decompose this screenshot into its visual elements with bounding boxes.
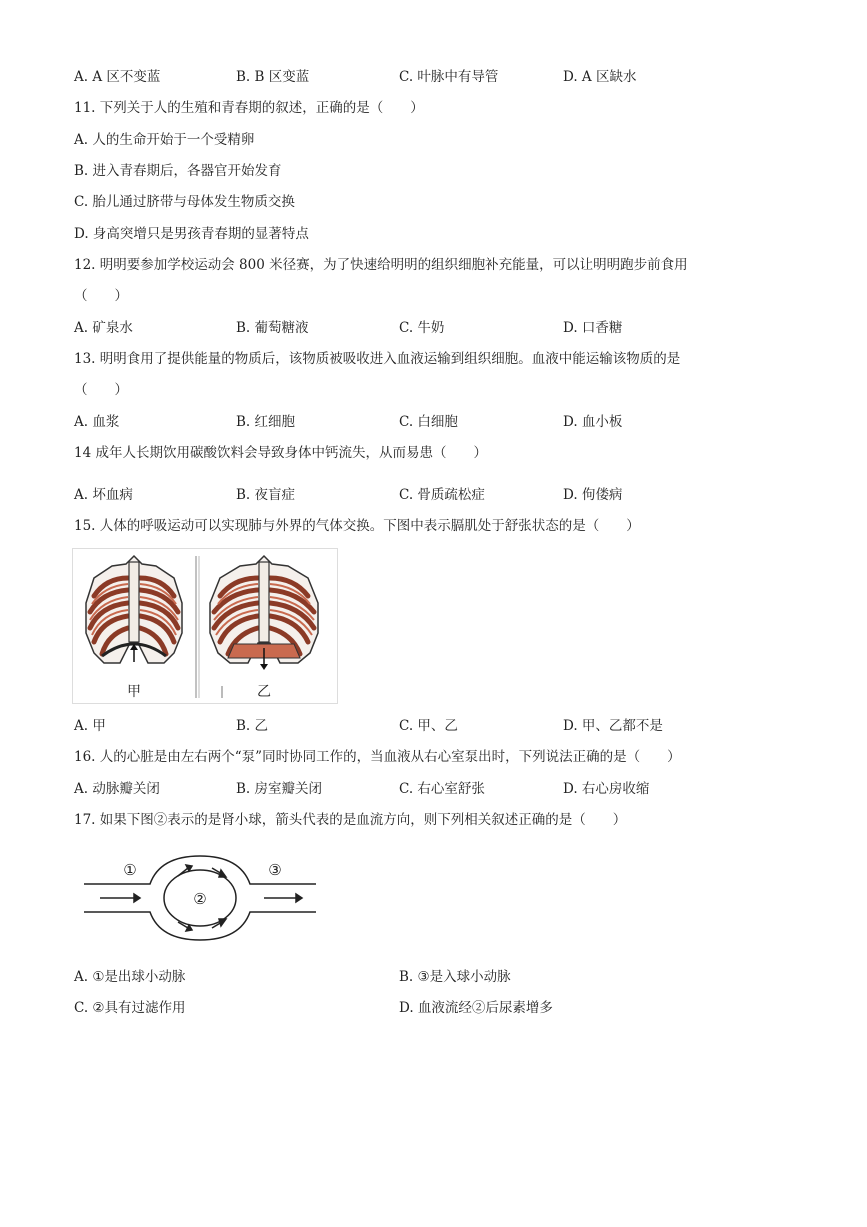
q11-option-c: C. 胎儿通过脐带与母体发生物质交换 [74, 194, 295, 210]
figure-label-3: ③ [268, 861, 282, 879]
q13-option-d: D. 血小板 [563, 414, 623, 430]
q13-stem: 13. 明明食用了提供能量的物质后，该物质被吸收进入血液运输到组织细胞。血液中能运输该物质的是 [74, 351, 681, 367]
q15-stem: 15. 人体的呼吸运动可以实现肺与外界的气体交换。下图中表示膈肌处于舒张状态的是（ ） [74, 518, 640, 534]
q17-stem: 17. 如果下图②表示的是肾小球，箭头代表的是血流方向，则下列相关叙述正确的是（ ） [74, 812, 627, 828]
q14-stem: 14 成年人长期饮用碳酸饮料会导致身体中钙流失，从而易患（ ） [74, 445, 487, 461]
q12-stem: 12. 明明要参加学校运动会 800 米径赛，为了快速给明明的组织细胞补充能量，可以让明明跑步前食用 [74, 257, 688, 273]
figure-label-jia: 甲 [127, 684, 141, 700]
q10-option-a: A. A 区不变蓝 [74, 69, 161, 85]
q11-option-a: A. 人的生命开始于一个受精卵 [74, 132, 255, 148]
q11-stem: 11. 下列关于人的生殖和青春期的叙述，正确的是（ ） [74, 100, 424, 116]
q14-option-b: B. 夜盲症 [236, 487, 296, 503]
q12-option-b: B. 葡萄糖液 [236, 320, 309, 336]
q12-option-a: A. 矿泉水 [74, 320, 133, 336]
q13-stem-paren: （ ） [74, 382, 128, 398]
q14-option-c: C. 骨质疏松症 [399, 487, 485, 503]
q14-option-a: A. 坏血病 [74, 487, 133, 503]
q12-option-d: D. 口香糖 [563, 320, 623, 336]
q12-stem-paren: （ ） [74, 288, 128, 304]
ribcage-figure [72, 548, 338, 704]
q17-option-b: B. ③是入球小动脉 [399, 969, 511, 985]
glomerulus-figure [80, 850, 320, 946]
q11-option-b: B. 进入青春期后，各器官开始发育 [74, 163, 282, 179]
q16-option-a: A. 动脉瓣关闭 [74, 781, 160, 797]
q12-option-c: C. 牛奶 [399, 320, 445, 336]
q16-option-b: B. 房室瓣关闭 [236, 781, 323, 797]
figure-label-yi: 乙 [257, 684, 271, 700]
q15-option-b: B. 乙 [236, 718, 269, 734]
q17-option-d: D. 血液流经②后尿素增多 [399, 1000, 553, 1016]
q15-option-d: D. 甲、乙都不是 [563, 718, 663, 734]
q15-option-a: A. 甲 [74, 718, 106, 734]
q13-option-a: A. 血浆 [74, 414, 120, 430]
q11-option-d: D. 身高突增只是男孩青春期的显著特点 [74, 226, 309, 242]
q13-option-b: B. 红细胞 [236, 414, 296, 430]
q10-option-d: D. A 区缺水 [563, 69, 637, 85]
q10-option-b: B. B 区变蓝 [236, 69, 310, 85]
figure-label-1: ① [123, 861, 137, 879]
q16-option-d: D. 右心房收缩 [563, 781, 650, 797]
q13-option-c: C. 白细胞 [399, 414, 458, 430]
q17-option-a: A. ①是出球小动脉 [74, 969, 186, 985]
q10-option-c: C. 叶脉中有导管 [399, 69, 499, 85]
q16-stem: 16. 人的心脏是由左右两个“泵”同时协同工作的，当血液从右心室泵出时，下列说法正确的是（ ） [74, 749, 681, 765]
q15-option-c: C. 甲、乙 [399, 718, 458, 734]
q16-option-c: C. 右心室舒张 [399, 781, 485, 797]
figure-label-2: ② [193, 890, 207, 908]
q17-option-c: C. ②具有过滤作用 [74, 1000, 186, 1016]
q14-option-d: D. 佝偻病 [563, 487, 623, 503]
